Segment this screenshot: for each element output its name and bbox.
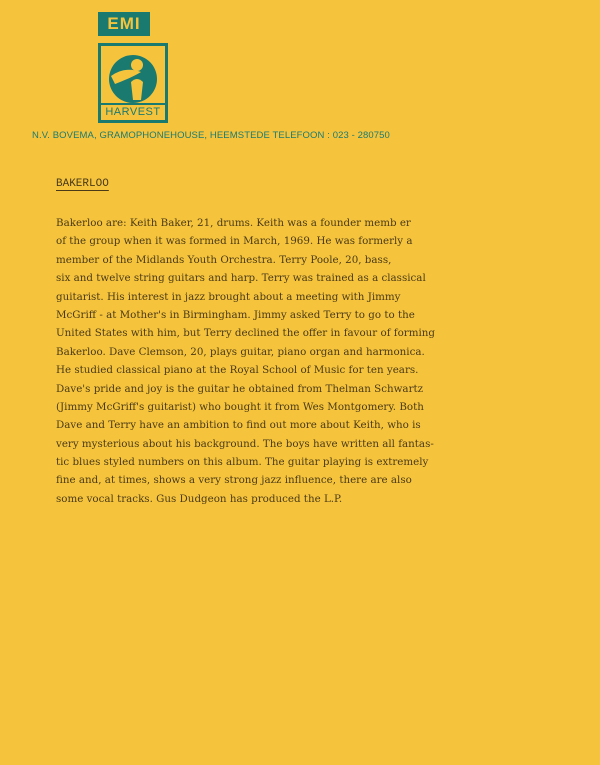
document-body bbox=[56, 214, 576, 508]
body-line: tic blues styled numbers on this album. The guitar playing is extremely bbox=[56, 456, 429, 469]
body-line: six and twelve string guitars and harp. Terry was trained as a classical bbox=[56, 272, 426, 285]
document-title: BAKERLOO bbox=[56, 178, 109, 190]
emi-logo-text: EMI bbox=[107, 14, 141, 33]
harvest-logo bbox=[98, 43, 168, 123]
body-line: McGriff - at Mother's in Birmingham. Jimmy asked Terry to go to the bbox=[56, 308, 415, 321]
body-line: Dave and Terry have an ambition to find out more about Keith, who is bbox=[56, 419, 421, 432]
body-line: some vocal tracks. Gus Dudgeon has produced the L.P. bbox=[56, 492, 343, 505]
harvest-emblem-icon bbox=[101, 46, 165, 106]
body-line: Dave's pride and joy is the guitar he obtained from Thelman Schwartz bbox=[56, 382, 424, 395]
body-line: very mysterious about his background. The boys have written all fantas- bbox=[56, 437, 434, 450]
body-line: Bakerloo are: Keith Baker, 21, drums. Keith was a founder memb er bbox=[56, 217, 411, 229]
letterhead-address: N.V. BOVEMA, GRAMOPHONEHOUSE, HEEMSTEDE TELEFOON : 023 - 280750 bbox=[32, 130, 390, 141]
body-line: (Jimmy McGriff's guitarist) who bought it from Wes Montgomery. Both bbox=[56, 400, 424, 413]
body-line: Bakerloo. Dave Clemson, 20, plays guitar, piano organ and harmonica. bbox=[56, 345, 425, 358]
body-line: of the group when it was formed in March, 1969. He was formerly a bbox=[56, 235, 413, 248]
body-line: guitarist. His interest in jazz brought about a meeting with Jimmy bbox=[56, 290, 401, 303]
harvest-logo-text: HARVEST bbox=[101, 103, 165, 120]
emi-logo bbox=[98, 12, 150, 36]
body-line: fine and, at times, shows a very strong jazz influence, there are also bbox=[56, 474, 412, 487]
body-line: United States with him, but Terry declined the offer in favour of forming bbox=[56, 327, 435, 340]
body-line: He studied classical piano at the Royal School of Music for ten years. bbox=[56, 364, 419, 377]
body-line: member of the Midlands Youth Orchestra. Terry Poole, 20, bass, bbox=[56, 253, 392, 266]
